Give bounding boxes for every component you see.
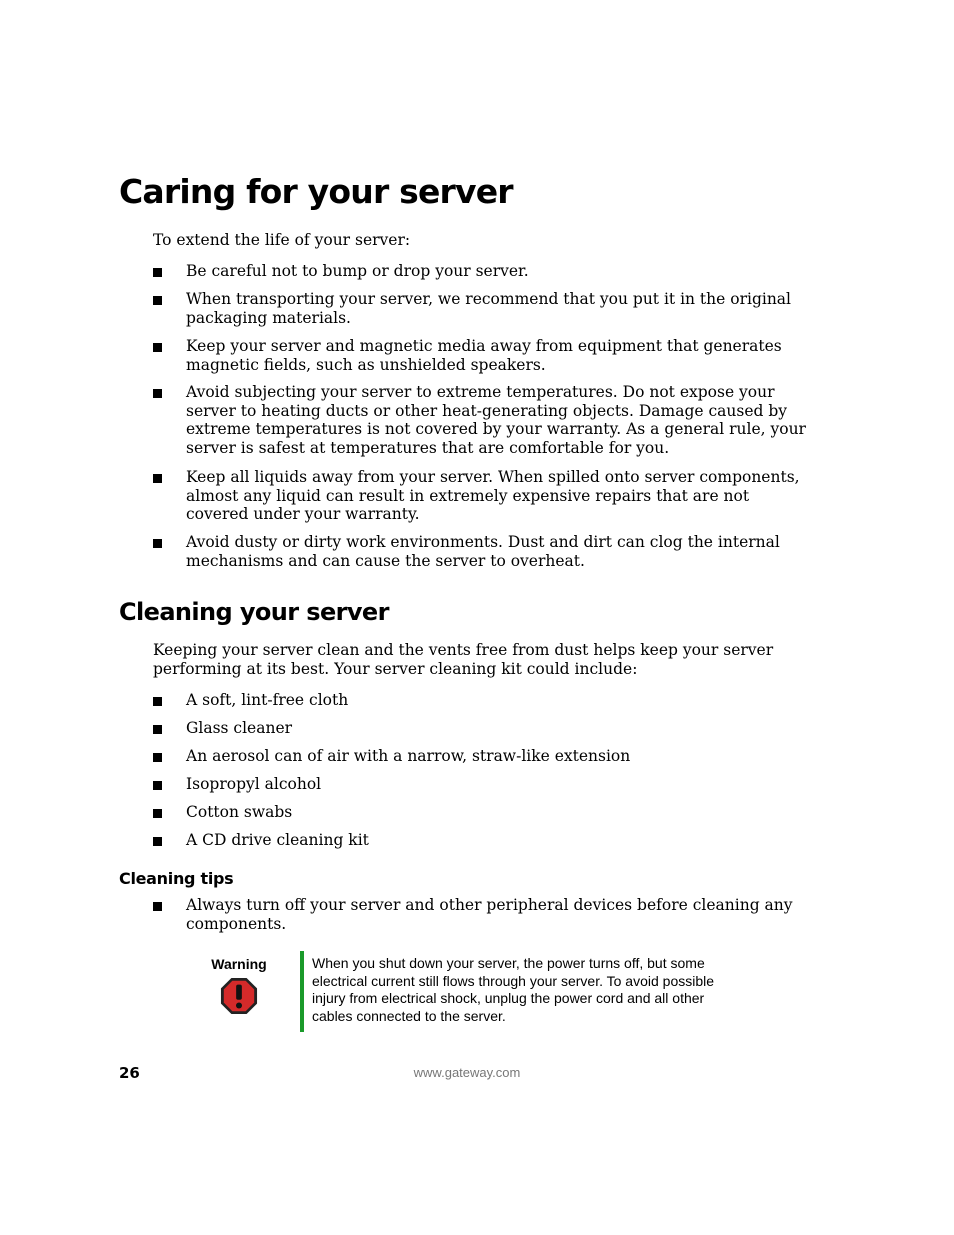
kit-list-item: A CD drive cleaning kit [153,831,813,850]
bullet-icon [153,837,162,846]
bullet-icon [153,539,162,548]
list-item: Avoid subjecting your server to extreme temperatures. Do not expose your server to heating ducts or other heat-generating objects. Damage caused by extreme temperatures is not covered by your warranty. As a general rule, your server is safest at temperatures that are comfortable for you. [153,383,813,457]
kit-list-item: Glass cleaner [153,719,813,738]
bullet-icon [153,268,162,277]
footer-url: www.gateway.com [413,1065,521,1080]
bullet-icon [153,781,162,790]
kit-list-item: A soft, lint-free cloth [153,691,813,710]
list-item: When transporting your server, we recommend that you put it in the original packaging materials. [153,290,813,327]
bullet-icon [153,296,162,305]
subsection-heading-tips: Cleaning tips [119,869,234,888]
section-heading-cleaning: Cleaning your server [119,598,389,626]
tip-list-item: Always turn off your server and other peripheral devices before cleaning any components. [153,896,813,933]
page-title: Caring for your server [119,172,513,211]
bullet-icon [153,725,162,734]
kit-list-item: Cotton swabs [153,803,813,822]
list-item: Keep all liquids away from your server. When spilled onto server components, almost any liquid can result in extremely expensive repairs that are not covered under your warranty. [153,468,813,524]
bullet-icon [153,343,162,352]
page-number: 26 [119,1064,140,1082]
list-item: Avoid dusty or dirty work environments. Dust and dirt can clog the internal mechanisms and can cause the server to overheat. [153,533,813,570]
bullet-icon [153,389,162,398]
warning-text: When you shut down your server, the power turns off, but some electrical current still flows through your server. To avoid possible injury from electrical shock, unplug the power cord and all other cables connected to the server. [312,955,715,1024]
bullet-icon [153,809,162,818]
kit-list-item: Isopropyl alcohol [153,775,813,794]
bullet-icon [153,902,162,911]
kit-list-item: An aerosol can of air with a narrow, straw-like extension [153,747,813,766]
warning-octagon-icon [220,977,258,1015]
cleaning-intro-text: Keeping your server clean and the vents free from dust helps keep your server performing at its best. Your server cleaning kit could include: [153,641,774,678]
bullet-icon [153,697,162,706]
list-item: Be careful not to bump or drop your server. [153,262,813,281]
bullet-icon [153,474,162,483]
bullet-icon [153,753,162,762]
warning-label: Warning [211,956,267,972]
warning-divider [300,951,304,1032]
intro-text: To extend the life of your server: [153,231,411,249]
list-item: Keep your server and magnetic media away from equipment that generates magnetic fields, such as unshielded speakers. [153,337,813,374]
